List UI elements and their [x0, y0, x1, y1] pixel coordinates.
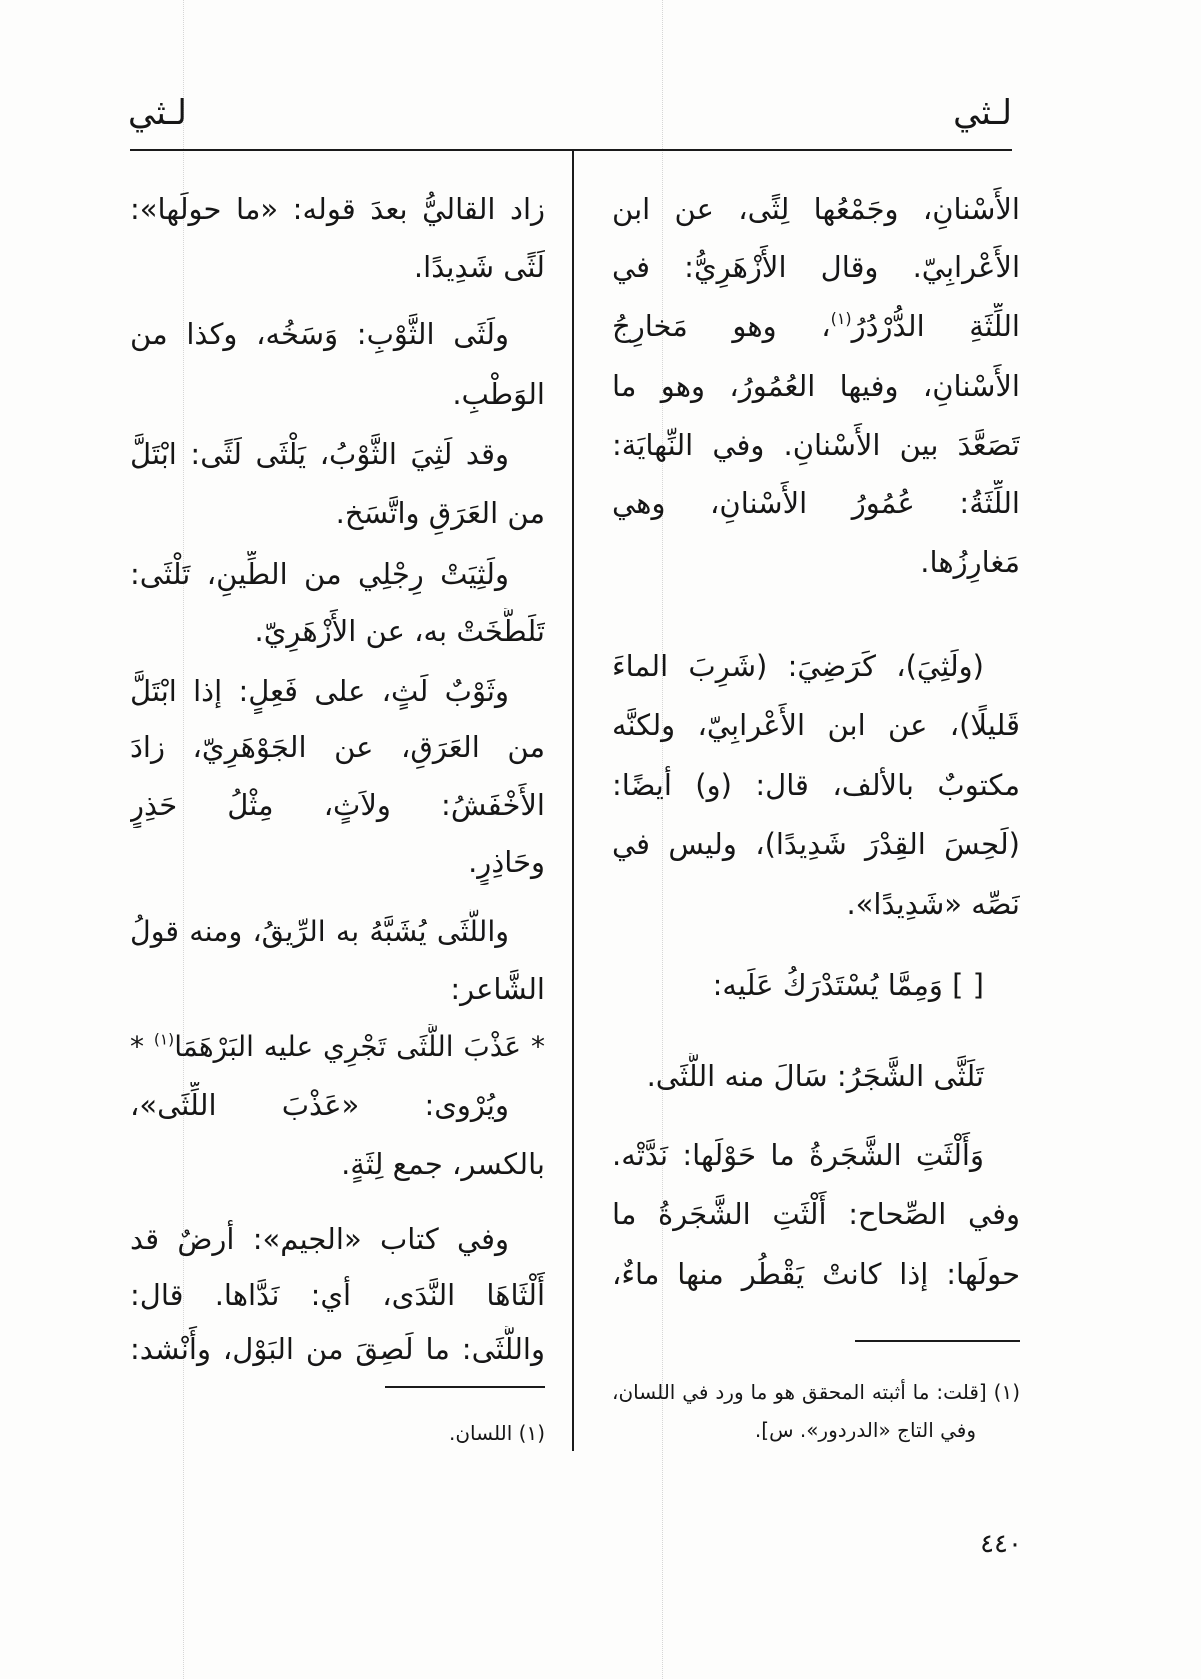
text-line: واللَّثَى يُشَبَّهُ به الرِّيقُ، ومنه قولُ: [130, 915, 509, 948]
text-line: من العَرَقِ، عن الجَوْهَرِيّ، زادَ: [130, 730, 545, 764]
text-line: وَأَلْثَتِ الشَّجَرةُ ما حَوْلَها: نَدَّتْه.: [612, 1138, 984, 1172]
running-head-left: لـثي: [128, 93, 187, 133]
text-line: واللَّثَى: ما لَصِقَ من البَوْل، وأَنْشد:: [130, 1332, 545, 1366]
text-line: الأَعْرابِيّ. وقال الأَزْهَرِيُّ: في: [612, 250, 1020, 284]
text-line: بالكسر، جمع لِثَةٍ.: [341, 1147, 545, 1181]
text-line: مَغارِزُها.: [920, 545, 1020, 579]
text-segment: *: [130, 1030, 154, 1063]
text-line: (لَحِسَ القِدْرَ شَدِيدًا)، وليس في: [612, 827, 1020, 861]
text-line: وقد لَثِيَ الثَّوْبُ، يَلْثَى لَثًى: ابْتَلَّ: [130, 437, 509, 471]
text-segment: اللِّثَةِ الدُّرْدُرُ: [851, 309, 1020, 343]
footnote-rule: [855, 1340, 1020, 1342]
text-line: الأَسْنانِ، وجَمْعُها لِثًى، عن ابن: [612, 192, 1020, 226]
text-segment: ، وهو مَخارِجُ: [612, 309, 831, 343]
text-line: وثَوْبٌ لَثٍ، على فَعِلٍ: إذا ابْتَلَّ: [130, 674, 509, 708]
running-head-right: لـثي: [953, 93, 1012, 133]
text-line: أَلْثَاهَا النَّدَى، أي: نَدَّاها. قال:: [130, 1278, 545, 1312]
text-line: من العَرَقِ واتَّسَخ.: [335, 496, 545, 530]
text-line: الأَخْفَشُ: ولاَثٍ، مِثْلُ حَذِرٍ: [130, 788, 545, 822]
page-number: ٤٤٠: [980, 1529, 1022, 1559]
text-line: قَليلًا)، عن ابن الأَعْرابِيّ، ولكنَّه: [612, 708, 1020, 742]
footnote-rule: [385, 1386, 545, 1388]
column-divider: [572, 151, 574, 1451]
text-line: [612, 303, 1020, 349]
header-rule: [130, 149, 1012, 151]
section-heading-line: [ ] وَمِمَّا يُسْتَدْرَكُ عَلَيه:: [712, 968, 984, 1002]
footnote-line: وفي التاج «الدردور». س].: [754, 1418, 976, 1442]
text-line: تَلَثَّى الشَّجَرُ: سَالَ منه اللَّثَى.: [646, 1059, 984, 1093]
verse-line: [130, 1024, 545, 1070]
text-line: مكتوبٌ بالألف، قال: (و) أيضًا:: [612, 768, 1020, 802]
footnote-line: (١) اللسان.: [449, 1421, 545, 1445]
text-line: لَثًى شَدِيدًا.: [413, 250, 545, 284]
text-line: تَصَعَّدَ بين الأَسْنانِ. وفي النِّهايَة:: [612, 428, 1020, 462]
text-line: ولَثَى الثَّوْبِ: وَسَخُه، وكذا من: [130, 317, 509, 351]
text-line: الأَسْنانِ، وفيها العُمُورُ، وهو ما: [612, 369, 1020, 403]
text-line: الشَّاعر:: [450, 972, 545, 1006]
text-line: ولَثِيَتْ رِجْلِي من الطِّينِ، تَلْثَى:: [130, 557, 509, 591]
text-line: وفي كتاب «الجيم»: أرضٌ قد: [130, 1222, 509, 1256]
text-line: وفي الصِّحاح: أَلْثَتِ الشَّجَرةُ ما: [612, 1197, 1020, 1231]
footnote-marker: (١): [830, 309, 852, 329]
footnote-marker: (١): [153, 1030, 175, 1049]
text-line: تَلَطَّخَتْ به، عن الأَزْهَرِيّ.: [254, 614, 545, 648]
footnote-line: (١) [قلت: ما أثبته المحقق هو ما ورد في اللسان،: [612, 1380, 1020, 1404]
text-line: الوَطْبِ.: [452, 377, 545, 411]
text-line: زاد القاليُّ بعدَ قوله: «ما حولَها»:: [130, 192, 545, 226]
text-segment: * عَذْبَ اللَّثَى تَجْرِي عليه البَرْهَمَا: [174, 1030, 545, 1063]
text-line: ويُرْوى: «عَذْبَ اللِّثَى»،: [130, 1088, 509, 1122]
text-line: وحَاذِرٍ.: [468, 845, 545, 879]
text-line: اللِّثَةُ: عُمُورُ الأَسْنانِ، وهي: [612, 486, 1020, 520]
text-line: حولَها: إذا كانتْ يَقْطُر منها ماءٌ،: [612, 1257, 1020, 1291]
text-line: (ولَثِيَ)، كَرَضِيَ: (شَرِبَ الماءَ: [612, 649, 984, 683]
text-line: نَصِّه «شَدِيدًا».: [846, 887, 1020, 921]
